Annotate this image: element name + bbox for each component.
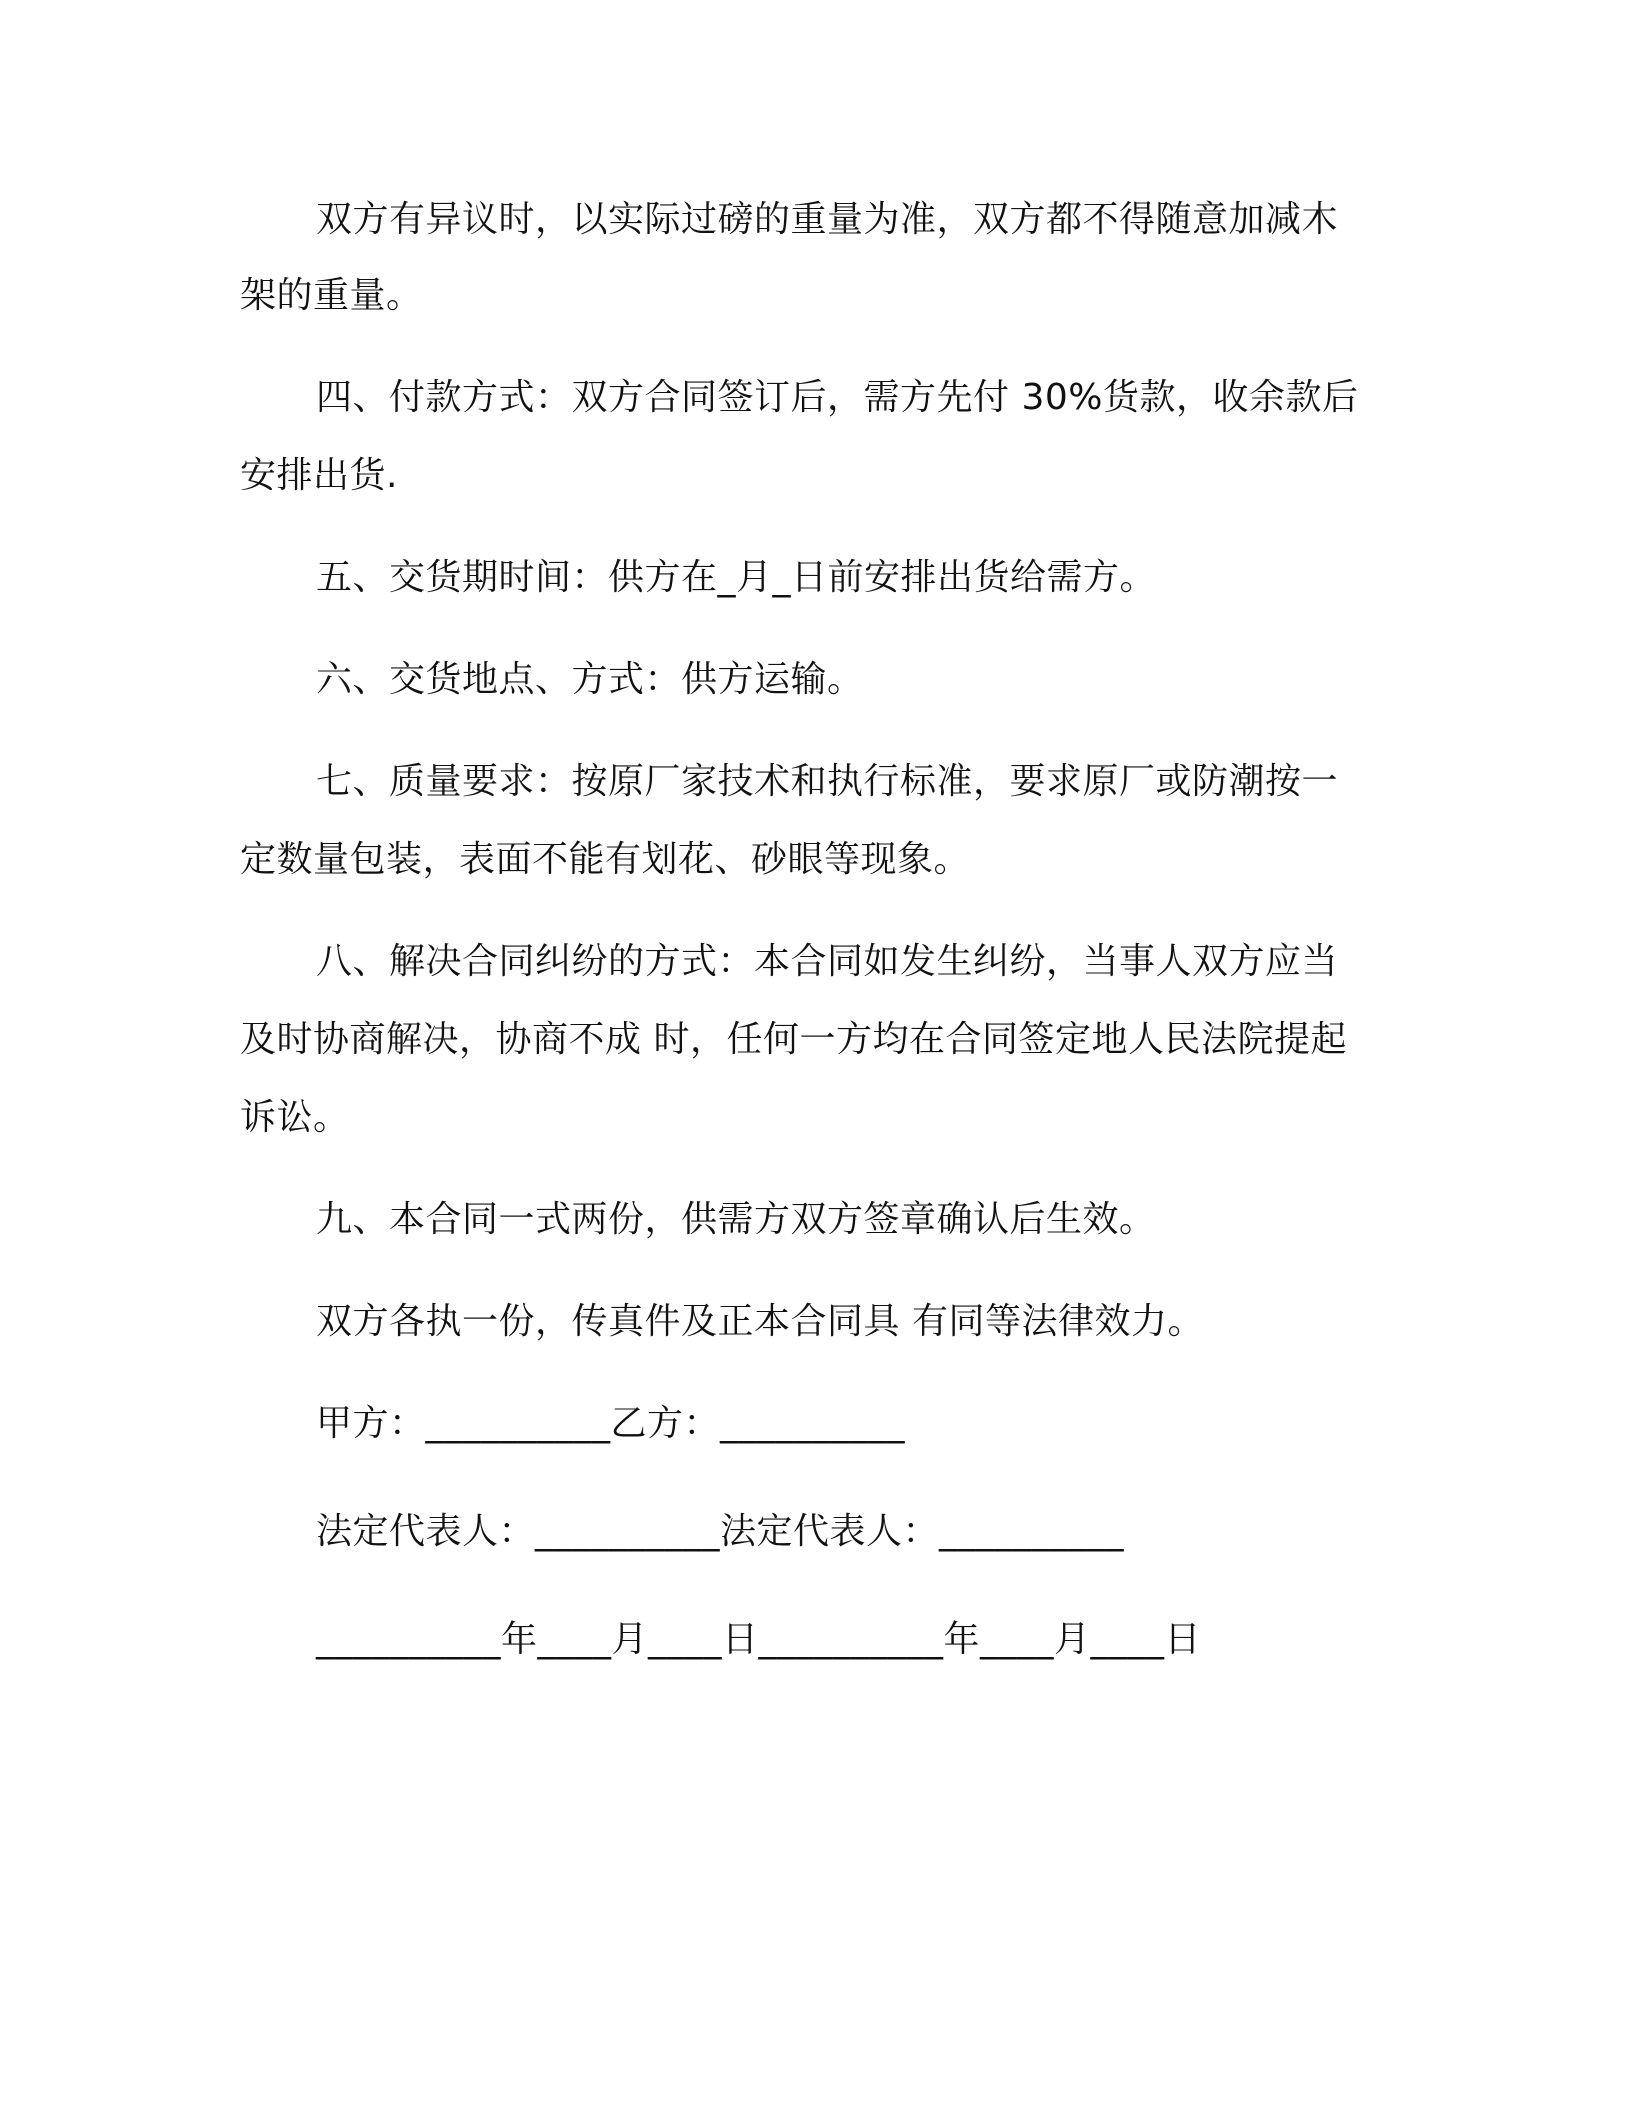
paragraph-dispute-line-3: 诉讼。 (240, 1097, 350, 1138)
signature-representatives: 法定代表人：__________法定代表人：__________ (316, 1511, 1125, 1552)
paragraph-dispute-line-1: 八、解决合同纠纷的方式：本合同如发生纠纷，当事人双方应当 (316, 941, 1339, 982)
paragraph-copies: 九、本合同一式两份，供需方双方签章确认后生效。 (316, 1199, 1156, 1240)
paragraph-delivery-location: 六、交货地点、方式：供方运输。 (316, 659, 864, 700)
paragraph-validity: 双方各执一份，传真件及正本合同具 有同等法律效力。 (316, 1301, 1204, 1342)
paragraph-payment-line-1: 四、付款方式：双方合同签订后，需方先付 30%货款，收余款后 (316, 377, 1359, 418)
paragraph-payment-line-2: 安排出货. (240, 455, 398, 496)
paragraph-quality-line-1: 七、质量要求：按原厂家技术和执行标准，要求原厂或防潮按一 (316, 761, 1339, 802)
paragraph-weight-dispute-line-2: 架的重量。 (240, 275, 423, 316)
paragraph-dispute-line-2: 及时协商解决，协商不成 时，任何一方均在合同签定地人民法院提起 (240, 1019, 1347, 1060)
paragraph-weight-dispute-line-1: 双方有异议时，以实际过磅的重量为准，双方都不得随意加减木 (316, 199, 1339, 240)
paragraph-quality-line-2: 定数量包装，表面不能有划花、砂眼等现象。 (240, 839, 971, 880)
paragraph-delivery-time: 五、交货期时间：供方在_月_日前安排出货给需方。 (316, 557, 1157, 598)
signature-dates: __________年____月____日__________年____月____日 (316, 1619, 1201, 1660)
signature-parties: 甲方：__________乙方：__________ (316, 1403, 906, 1444)
